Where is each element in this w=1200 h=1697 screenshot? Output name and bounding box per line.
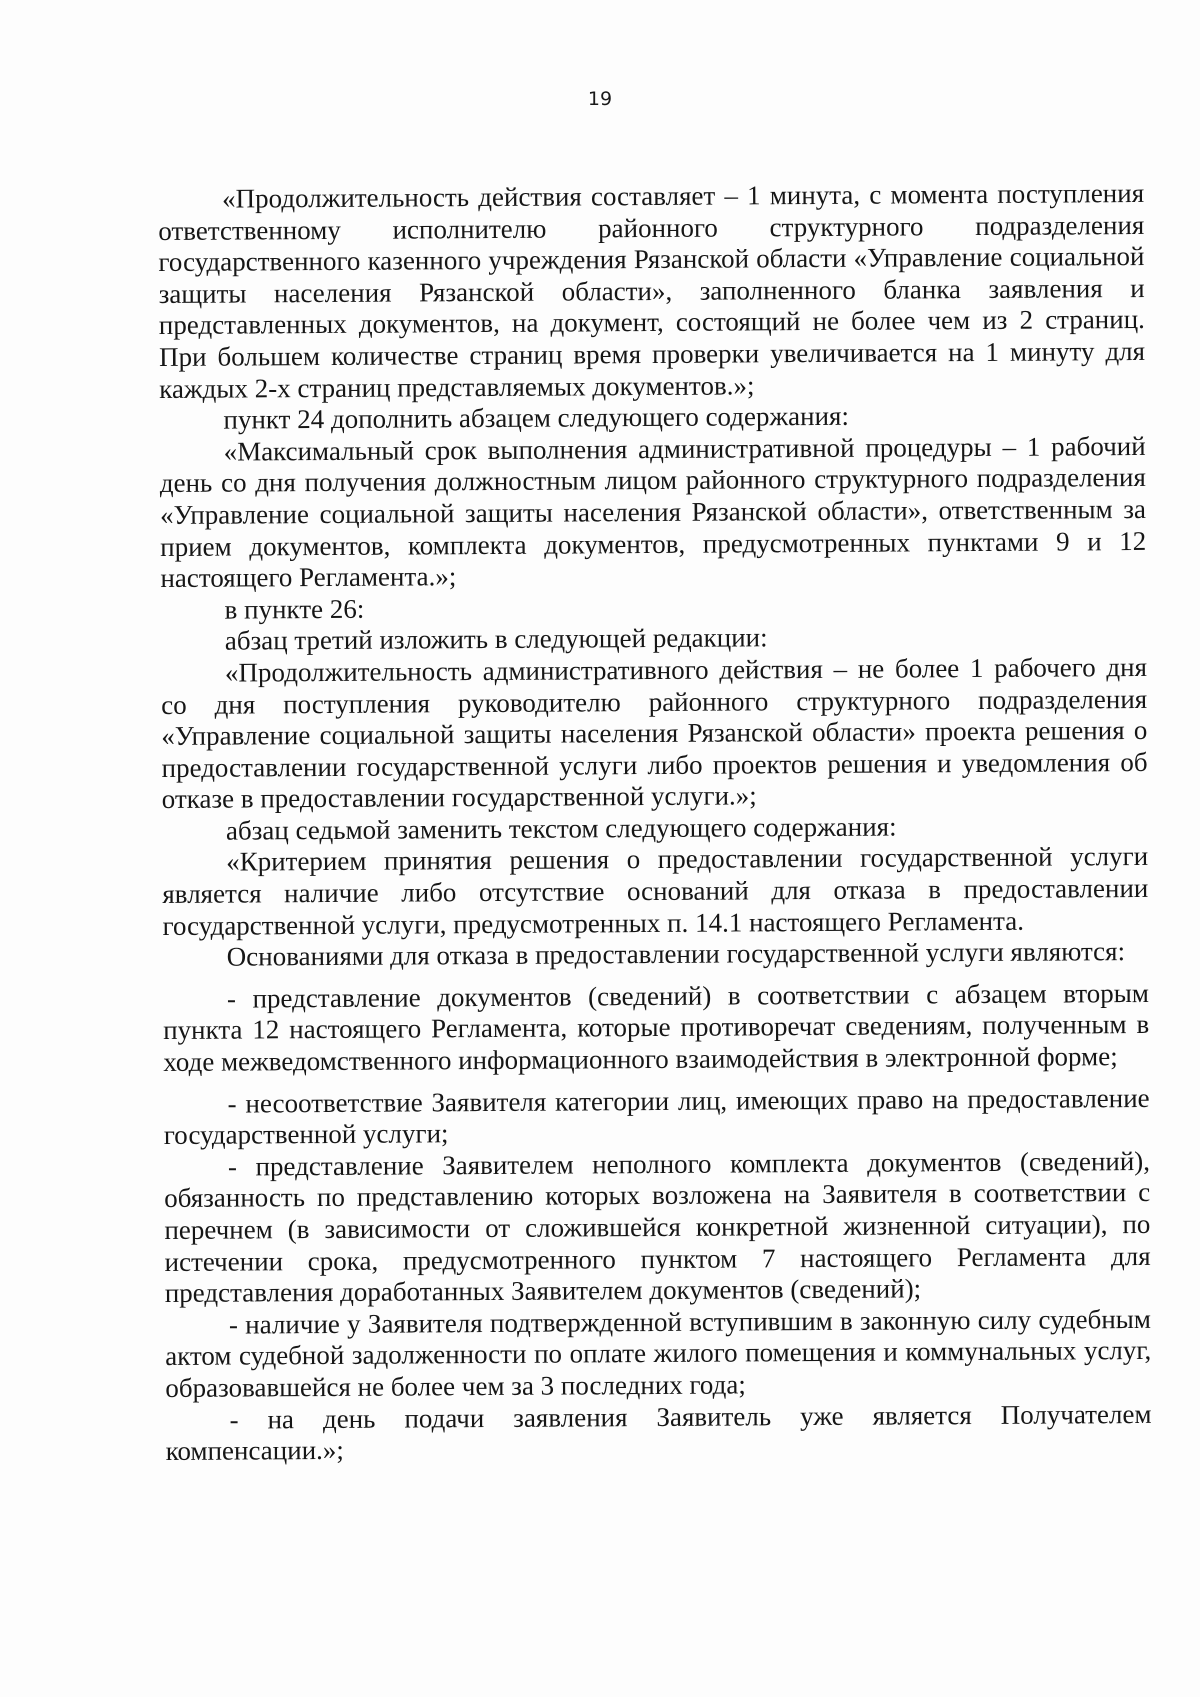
paragraph-refusal-grounds: Основаниями для отказа в предоставлении государственной услуги являются: [226, 936, 1126, 972]
paragraph-seventh-abzac: абзац седьмой заменить текстом следующего содержания: [225, 811, 897, 846]
paragraph-decision-criterion: «Критерием принятия решения о предоставлении государственной услуги является наличие либо отсутствие оснований для отказа в предоставлении государственной услуги, предусмотренных п. 14.1 настоящего Регламента. [162, 841, 1149, 941]
list-item-already-recipient: - на день подачи заявления Заявитель уже является Получателем компенсации.»; [165, 1398, 1152, 1467]
paragraph-max-term: «Максимальный срок выполнения административной процедуры – 1 рабочий день со дня получения должностным лицом районного структурного подразделения «Управление социальной защиты населения Рязанской области», ответственным за прием документов, комплекта документов, предусмотренных пунктами 9 и 12 настоящего Регламента.»; [159, 430, 1147, 594]
list-item-court-debt: - наличие у Заявителя подтвержденной вступившим в законную силу судебным актом судебной задолженности по оплате жилого помещения и коммунальных услуг, образовавшейся не более чем за 3 последних года; [165, 1303, 1152, 1403]
paragraph-point-24: пункт 24 дополнить абзацем следующего содержания: [223, 400, 850, 435]
paragraph-duration-1-minute: «Продолжительность действия составляет – 1 минута, с момента поступления ответственному исполнителю районного структурного подразделения государственного казенного учреждения Рязанской области «Управление социальной защиты населения Рязанской области», заполненного бланка заявления и представленных документов, на документ, состоящий не более чем из 2 страниц. При большем количестве страниц время проверки увеличивается на 1 минуту для каждых 2-х страниц представляемых документов.»; [158, 177, 1146, 404]
paragraph-point-26: в пункте 26: [224, 593, 365, 625]
list-item-contradicting-documents: - представление документов (сведений) в соответствии с абзацем вторым пункта 12 настоящего Регламента, которые противоречат сведениям, полученным в ходе межведомственного информационного взаимодействия в электронной форме; [163, 977, 1150, 1078]
list-item-category-mismatch: - несоответствие Заявителя категории лиц, имеющих право на предоставление государственной услуги; [163, 1082, 1150, 1151]
page-number: 19 [587, 88, 613, 110]
paragraph-third-abzac: абзац третий изложить в следующей редакции: [224, 622, 768, 656]
list-item-incomplete-documents: - представление Заявителем неполного комплекта документов (сведений), обязанность по представлению которых возложена на Заявителя в соответствии с перечнем (в зависимости от сложившейся конкретной жизненной ситуации), по истечении срока, предусмотренного пунктом 7 настоящего Регламента для представления доработанных Заявителем документов (сведений); [164, 1145, 1151, 1309]
document-body [158, 178, 1152, 1468]
paragraph-admin-action-duration: «Продолжительность административного действия – не более 1 рабочего дня со дня поступления руководителю районного структурного подразделения «Управление социальной защиты населения Рязанской области» проекта решения о предоставлении государственной услуги либо проектов решения и уведомления об отказе в предоставлении государственной услуги.»; [161, 651, 1148, 815]
